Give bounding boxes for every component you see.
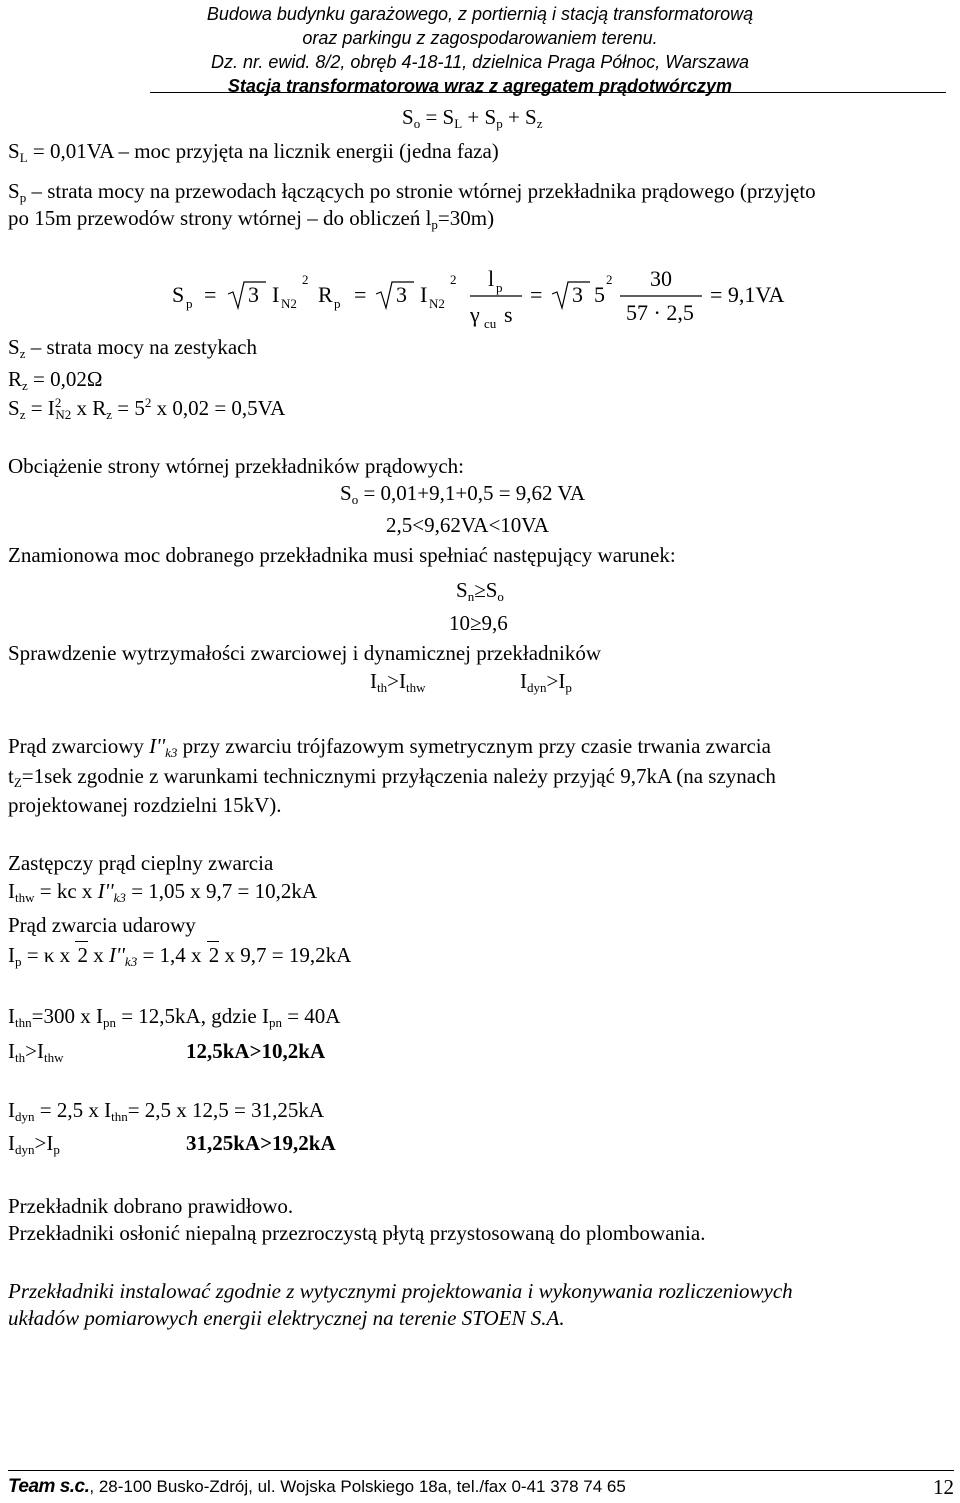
load-title: Obciążenie strony wtórnej przekładników prądowych: [8,454,465,478]
note-line-1: Przekładniki instalować zgodnie z wytycznymi projektowania i wykonywania rozliczeniowych [8,1279,793,1303]
formula-numerator: 30 [650,266,672,291]
strength-title: Sprawdzenie wytrzymałości zwarciowej i dynamicznej przekładników [8,641,602,665]
ithw-text-a: = kc x [39,879,93,903]
svg-text:I: I [420,282,428,307]
header-line-4: Stacja transformatorowa wraz z agregatem prądotwórczym [227,76,733,96]
svg-text:3: 3 [396,282,407,307]
ithn-text-b: = 12,5kA, gdzie I [121,1004,269,1028]
idyn-text-b: = 2,5 x 12,5 = 31,25kA [127,1098,325,1122]
svg-text:p: p [334,296,341,311]
svg-text:p: p [496,280,503,295]
ithw-text-b: = 1,05 x 9,7 = 10,2kA [131,879,318,903]
conclusion-2: Przekładniki osłonić niepalną przezroczystą płytą przystosowaną do plombowania. [8,1221,706,1245]
document-header [0,2,960,98]
short-text-1b: przy zwarciu trójfazowym symetrycznym przy czasie trwania zwarcia [182,734,771,758]
svg-text:R: R [318,282,333,307]
rz-line: $R_z = 0,02\Omega$ [8,367,103,393]
peak-title: Prąd zwarcia udarowy [8,913,196,937]
short-line-1: Prąd zwarciowy $I''_{k3}$ przy zwarciu trójfazowym symetrycznym przy czasie trwania zwarcia [8,734,771,760]
sl-line: $S_L = 0,01VA$ – moc przyjęta na licznik energii (jedna faza) [8,139,499,165]
idyn-condition: $I_{dyn}>I_p$ [520,669,572,695]
sp-line-1: $S_p$ – strata mocy na przewodach łączących po stronie wtórnej przekładnika prądowego (przyjęto [8,179,816,205]
svg-text:3: 3 [572,282,583,307]
ip-text-a: = κ x [26,943,71,967]
conclusion-1: Przekładnik dobrano prawidłowo. [8,1194,294,1218]
short-text-1a: Prąd zwarciowy [8,734,144,758]
svg-text:3: 3 [248,282,259,307]
condition-line: $S_n\ge S_o$ [456,578,504,604]
rz-text: = 0,02Ω [33,367,103,391]
result-1: 12,5kA>10,2kA [186,1039,326,1063]
sum-formula: $S_o = S_L + S_p + S_z$ [402,105,543,131]
header-line-3: Dz. nr. ewid. 8/2, obręb 4-18-11, dzielnica Praga Północ, Warszawa [211,52,749,72]
svg-text:2: 2 [450,272,457,287]
idyn-check-line: $I_{dyn}>I_p$ [8,1131,60,1157]
header-line-1: Budowa budynku garażowego, z portiernią i stacją transformatorową [206,4,754,24]
ip-text-c: = 1,4 x [142,943,202,967]
idyn-line: $I_{dyn} = 2,5$ x $I_{thn}= 2,5$ x 12,5 = 31,25kA [8,1098,325,1124]
sp-text-2b: =30m) [437,206,495,230]
sp-text-1: strata mocy na przewodach łączących po stronie wtórnej przekładnika prądowego (przyjęto [47,179,816,203]
sz-calc: x 0,02 = 0,5VA [156,396,286,420]
svg-text:s: s [504,302,513,327]
note-line-2: układów pomiarowych energii elektrycznej na terenie STOEN S.A. [8,1306,565,1330]
footer [8,1474,954,1500]
thermal-title: Zastępczy prąd cieplny zwarcia [8,851,274,875]
check-value: 10≥9,6 [449,611,508,635]
svg-text:=: = [354,282,367,307]
ithw-line: $I_{thw}$ = kc x $I''_{k3} = 1,05$ x 9,7 = 10,2kA [8,879,318,905]
ith-check-line: $I_{th}>I_{thw}$ [8,1039,64,1065]
sz-calc-line: $S_z = I^2_{N2}$ x $R_z = 5^2$ x 0,02 = 0,5VA [8,395,286,422]
svg-text:2: 2 [606,272,613,287]
svg-text:S: S [172,282,185,307]
result-2: 31,25kA>19,2kA [186,1131,336,1155]
svg-text:=: = [204,282,217,307]
svg-text:5: 5 [594,282,605,307]
svg-text:N2: N2 [429,296,445,311]
sz-desc: strata mocy na zestykach [46,335,257,359]
footer-address: , 28-100 Busko-Zdrój, ul. Wojska Polskiego 18a, tel./fax 0-41 378 74 65 [89,1477,626,1496]
ip-text-d: x 9,7 = 19,2kA [224,943,352,967]
short-line-2: $t_Z=1sek$ zgodnie z warunkami technicznymi przyłączenia należy przyjąć 9,7kA (na szynach [8,764,776,790]
ip-text-b: x [93,943,104,967]
sp-text-2a: po 15m przewodów strony wtórnej – do obliczeń l [8,206,432,230]
so-calc-line: $S_o = 0,01+9,1+0,5 = 9,62$ VA [340,481,586,507]
sp-formula [170,262,810,332]
sp-line-2: po 15m przewodów strony wtórnej – do obliczeń $l_p=30m$) [8,206,495,232]
sp-formula-svg [170,262,810,332]
svg-text:I: I [272,282,280,307]
page-number: 12 [933,1475,954,1499]
ith-condition: $I_{th}>I_{thw}$ [370,669,426,695]
formula-denominator: 57 · 2,5 [626,300,694,325]
company-logo: Team s.c. [8,1476,90,1497]
header-line-2: oraz parkingu z zagospodarowaniem terenu. [302,28,658,48]
idyn-text-a: = 2,5 x I [39,1098,112,1122]
footer-rule [8,1470,954,1471]
svg-text:2: 2 [302,272,309,287]
formula-result: = 9,1VA [710,282,785,307]
sz-line: $S_z$ – strata mocy na zestykach [8,335,257,361]
ithn-text-c: = 40A [287,1004,341,1028]
svg-text:γ: γ [470,302,480,327]
svg-text:=: = [530,282,543,307]
range-line: 2,5<9,62VA<10VA [386,513,549,537]
svg-text:l: l [488,266,495,291]
svg-text:p: p [186,296,193,311]
ithn-line: $I_{thn}=300$ x $I_{pn} = 12,5kA$, gdzie $I_{pn} = 40A$ [8,1004,341,1030]
rated-text: Znamionowa moc dobranego przekładnika musi spełniać następujący warunek: [8,543,676,567]
sl-text: = 0,01VA – moc przyjęta na licznik energii (jedna faza) [32,139,499,163]
svg-text:N2: N2 [281,296,297,311]
so-calc: = 0,01+9,1+0,5 = 9,62 VA [363,481,586,505]
ip-line: $I_p = \kappa$ x 2 x $I''_{k3} = 1,4$ x 2 x 9,7 = 19,2kA [8,943,352,969]
svg-text:cu: cu [484,316,497,331]
ithn-text-a: =300 x I [31,1004,103,1028]
short-line-3: projektowanej rozdzielni 15kV). [8,793,282,817]
short-text-2: =1sek zgodnie z warunkami technicznymi przyłączenia należy przyjąć 9,7kA (na szynach [21,764,776,788]
header-rule [150,92,946,93]
